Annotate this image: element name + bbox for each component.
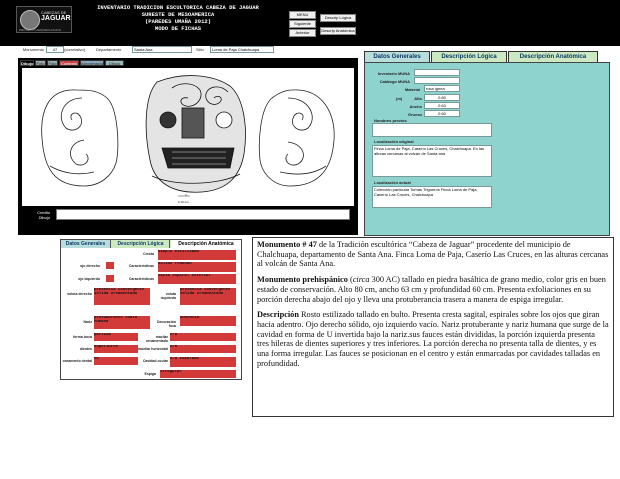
inventario-muna-field[interactable] [414,69,460,76]
prehispanico-heading: Monumento prehispánico [257,275,348,285]
header-title-line3: (PAREDES UMAÑA 2012) [144,18,211,25]
description-paragraph-1 [257,240,609,269]
voluta-derecho-label: voluta derecho [67,292,92,296]
ornamento-dental-label: ornamento dental [62,359,92,363]
espiga-value[interactable]: irregular [160,370,236,378]
sculpture-right-profile [259,90,334,186]
description-p1-text: de la Tradición escultórica “Cabeza de Jaguar” procedente del municipio de Chalchuapa, departamento de Santa Ana. Finca Loma de Paja, Caserío Las Cruces, en las alturas cercanas al volcán de Santa Ana. [257,240,609,269]
ojo-izquierdo-caracteristicas-label: Características [128,277,154,281]
ornamento-dental-value[interactable]: no [94,357,138,365]
header-title-line1: INVENTARIO TRADICION ESCULTORICA CABEZA DE JAGUAR [97,4,259,11]
departamento-label: Departamento [96,47,122,52]
ojo-derecho-check[interactable] [106,262,114,269]
media-tab-foto-2[interactable]: Foto [48,61,57,66]
description-p2-circa: circa [352,275,370,285]
media-tab-contexto[interactable]: Contexto [60,61,77,66]
voluta-izquierda-label: voluta izquierda [160,292,176,300]
tab-datos-generales[interactable]: Datos Generales [364,51,430,62]
decoracion-fosa-label: Decoración fosa [156,320,176,328]
cavidad-ocular-label: Cavidad ocular [142,359,168,363]
alto-field[interactable]: 0.80 [424,94,460,101]
nombres-previos-label: Nombres previos [374,118,407,123]
monumento-label: Monumento [22,47,44,52]
header-title-line4: MODO DE FICHAS [154,25,202,32]
header-title-line2: SURESTE DE MESOAMERICA [141,11,215,18]
description-p2-text: 300 AC) tallado en piedra basáltica de grano medio, color gris en buen estado de conservación. Alto 80 cm, ancho 63 cm y profundidad 60 cm. Presenta exfoliaciones en su porción derecha abajo del ojo y lleva una protuberancia trasera a manera de espiga irregular. [257,275,606,304]
sitio-label: Sitio [196,47,204,52]
departamento-field[interactable]: Santa Ana [132,46,192,53]
catalogo-muna-field[interactable] [414,77,460,84]
description-box [252,237,614,417]
mini-tab-descripcion-anatomica[interactable]: Descripción Anatómica [171,240,241,248]
tab-descripcion-logica[interactable]: Descripción Lógica [431,51,507,62]
voluta-izquierda-value[interactable]: presencia convergente sólida ornamentada [180,288,236,305]
tab-descripcion-anatomica[interactable]: Descripción Anatómica [508,51,598,62]
description-paragraph-2 [257,275,609,304]
ojo-izquierdo-check[interactable] [106,275,114,282]
nariz-label: Nariz [83,320,92,324]
desc-logica-button[interactable]: Descrip Lógica [320,14,356,22]
media-tab-dibujo[interactable]: Dibujo [21,61,34,66]
dientes-value[interactable]: superiores [94,345,138,353]
grueso-label: Grueso [407,112,422,117]
ojo-izquierdo-label: ojo izquierdo [78,277,100,281]
cresta-label: Cresta [143,252,154,256]
localizacion-original-label: Localización original [374,139,414,144]
menu-button[interactable]: MENU [289,11,316,19]
material-field[interactable]: roca ignea [424,85,460,92]
material-label: Material [404,87,420,92]
prev-button[interactable]: Anterior [289,29,316,37]
maxilar-horizontal-label: maxilar horizontal [138,347,168,351]
logo-text-top: CABEZAS DE [41,10,67,15]
logo-text-main: JAGUAR [41,15,71,22]
description-paragraph-3 [257,310,609,368]
ojo-derecho-caracteristicas-value[interactable]: sólido redondo [158,262,236,272]
forma-boca-label: forma boca [73,335,92,339]
drawing-canvas [22,68,354,206]
ancho-field[interactable]: 0.63 [424,102,460,109]
logo-jaguar-icon [20,10,40,30]
localizacion-original-field[interactable]: Finca Loma de Paja, Caserío Las Cruces, Chalchuapa. En las alturas cercanas al volcán de Santa ana [372,145,492,177]
cresta-value[interactable]: simple estilizada [158,250,236,260]
voluta-derecho-value[interactable]: presencia convergente sólida ornamentada [94,288,150,305]
scale-label: 0 10 cm [178,200,189,204]
ancho-label: Ancho [409,104,422,109]
mini-tab-datos-generales[interactable]: Datos Generales [61,240,111,248]
maxilar-ornamentado-label: maxilar ornamentado [145,335,168,343]
description-p3-text: Rosto estilizado tallado en bulto. Presenta cresta sagital, espirales sobre los ojos que giran hacia adentro. Ojo derecho sólido, ojo izquierdo vacío. Nariz protuberante y nariz humana que surge de la cavidad en forma de U invertida bajo la nariz.sus fauces están divididas, la porción izquierda presenta tres hileras de dientes superiores y tres inferiores. La porción derecha no presenta talla de dientes, y es una forma irregular. Las fauces se posicionan en el centro y están enmarcadas por cavidades talladas en profundidad. [257,310,609,368]
monumento-field[interactable]: 47 [46,46,64,53]
localizacion-actual-field[interactable]: Colección particular Tomás Trigueros Finca Loma de Paja, Caserío Las Cruces, Chalchuapa [372,186,492,208]
forma-boca-value[interactable]: partida [94,333,138,341]
nariz-value[interactable]: protuberante chata humana [94,316,150,329]
sitio-field[interactable]: Loma de Paja Chalchuapa [210,46,274,53]
media-tab-foto-1[interactable]: Foto [36,61,45,66]
logo-text-sub: PROYECTO ARQUEOLOGICO [19,28,62,32]
credito-dibujo-label: Credito Dibujo [37,210,50,220]
dientes-label: dientes [79,347,92,351]
ojo-derecho-label: ojo derecho [80,264,100,268]
cavidad-ocular-value[interactable]: n/a cuadrada [170,357,236,367]
sculpture-front-view [146,76,245,196]
credito-dibujo-field[interactable] [56,209,350,220]
grueso-field[interactable]: 0.60 [424,110,460,117]
correlativo-label: (correlativo) [64,47,86,52]
localizacion-actual-label: Localización actual [374,180,411,185]
ojo-izquierdo-caracteristicas-value[interactable]: vacío espiral exterior [158,274,236,284]
media-tab-dibujo-2[interactable]: Dibujo [105,60,124,66]
unit-m-label: (m) [396,96,403,101]
maxilar-ornamentado-value[interactable]: n/a [170,333,236,341]
ojo-derecho-caracteristicas-label: Características [128,264,154,268]
decoracion-fosa-value[interactable]: ausencia [180,316,236,326]
catalogo-muna-label: Catálogo MUNA [379,79,410,84]
next-button[interactable]: Siguiente [289,20,316,28]
description-p2-open: ( [347,275,353,285]
maxilar-horizontal-value[interactable]: n/a [170,345,236,353]
alto-label: Alto [414,96,422,101]
sculpture-drawing [22,68,354,206]
sculpture-left-profile [42,90,118,186]
header-title [78,4,278,32]
nombres-previos-field[interactable] [372,123,492,137]
media-tab-aproximacion[interactable]: Aproximación [81,61,106,66]
monumento-heading: Monumento # 47 [257,240,317,249]
mini-tab-descripcion-logica[interactable]: Descripción Lógica [112,240,170,248]
inventario-muna-label: Inventario MUNA [377,71,410,76]
espiga-label: Espiga [144,372,156,376]
app-logo [16,6,72,33]
desc-anatomica-button[interactable]: Descrip Anatómica [321,28,355,33]
descripcion-heading: Descripción [257,310,299,320]
